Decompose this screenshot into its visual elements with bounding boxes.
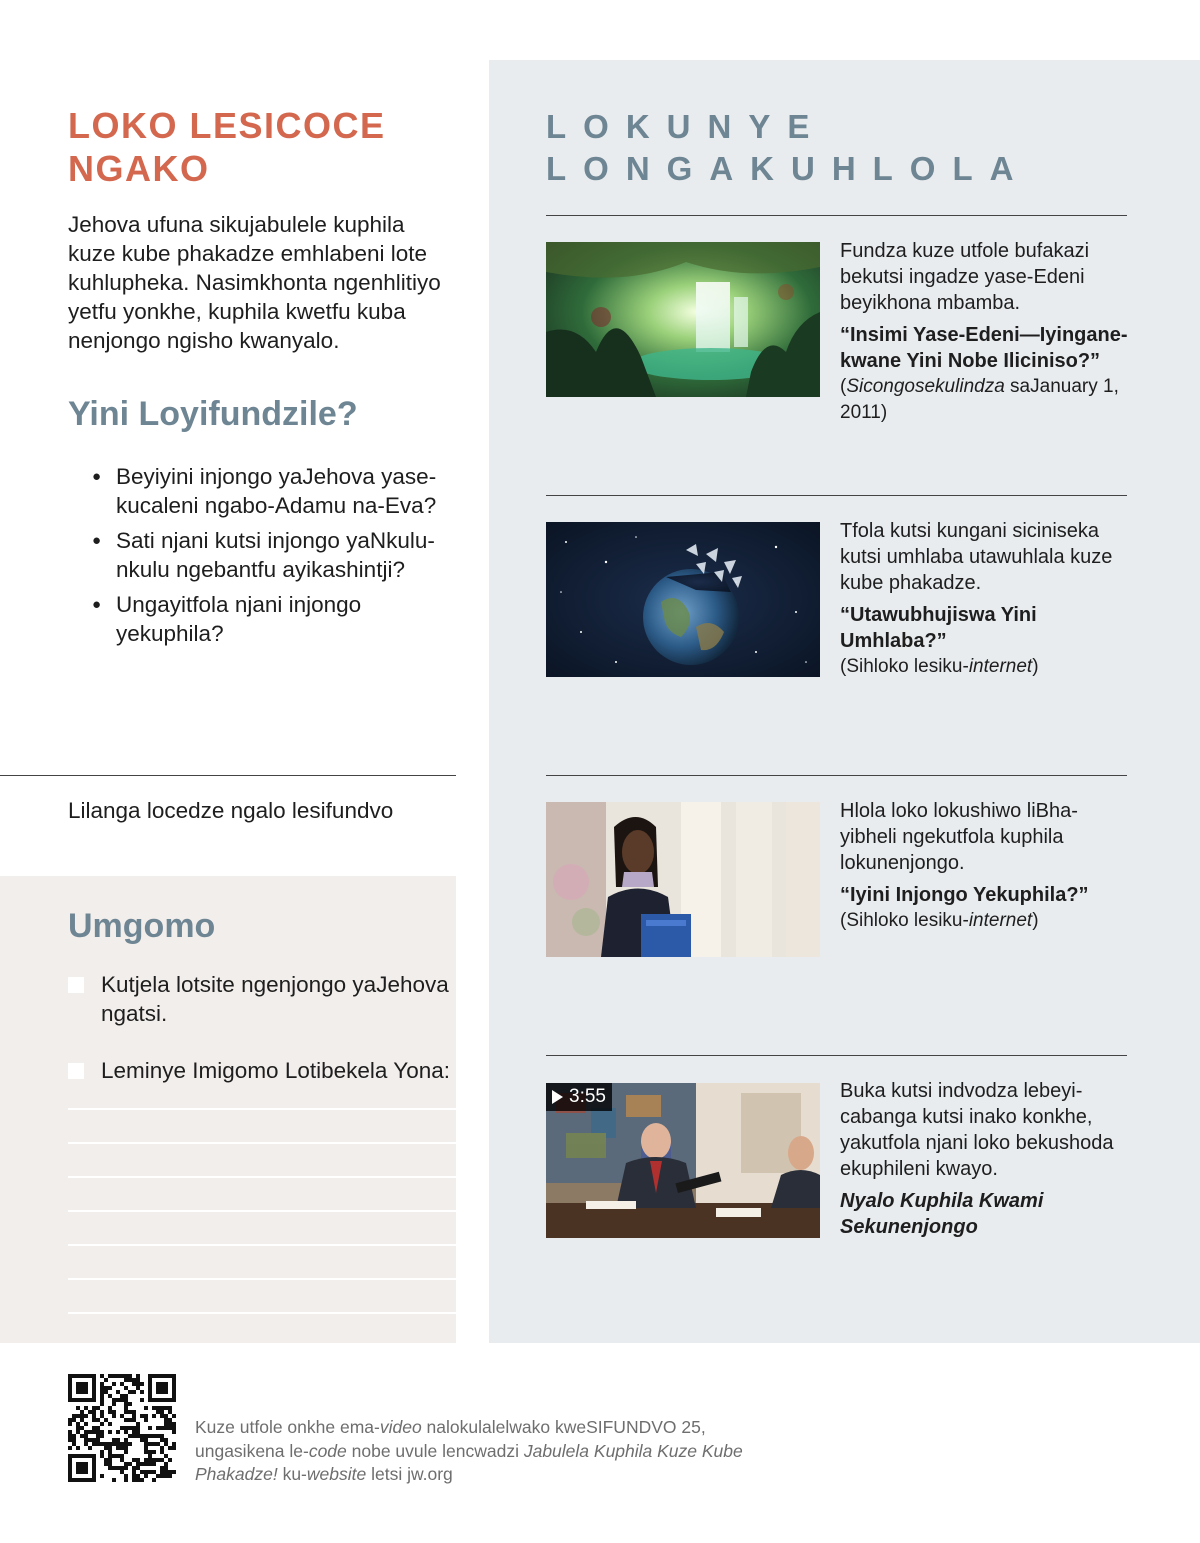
entry-source <box>840 908 1130 934</box>
source-text: saJanuary 1, 2011) <box>840 376 1119 423</box>
footer-note <box>195 1416 755 1487</box>
earth-icon <box>546 522 820 677</box>
source-text: ( <box>840 376 847 397</box>
resource-entry <box>840 238 1130 426</box>
footer-text: Kuze utfole onkhe ema- <box>195 1417 380 1437</box>
writing-line[interactable] <box>68 1142 456 1144</box>
source-text: (Sihloko lesiku- <box>840 656 969 677</box>
source-text: ) <box>1032 656 1039 677</box>
review-question: ● Sati njani kutsi injongo yaNkulu-nkulu ngebantfu ayikashintji? <box>92 526 452 584</box>
entry-description: Tfola kutsi kungani siciniseka kutsi umhlaba utawuhlala kuze kube phakadze. <box>840 520 1113 594</box>
source-italic: Sicongosekulindza <box>846 376 1005 397</box>
source-italic: internet <box>968 910 1033 931</box>
entry-source <box>840 374 1130 426</box>
summary-paragraph: Jehova ufuna sikujabulele kuphila kuze kube phakadze emhlabeni lote kuhlupheka. Nasimkhonta ngenhlitiyo yetfu yonkhe, kuphila kwetfu kuba nenjongo ngisho kwanyalo. <box>68 212 441 353</box>
goal-item-label: Leminye Imigomo Lotibekela Yona: <box>101 1058 450 1083</box>
divider <box>546 775 1127 776</box>
qr-code[interactable] <box>68 1374 176 1482</box>
video-duration-badge[interactable] <box>546 1083 612 1111</box>
goal-item <box>68 970 453 1028</box>
divider <box>546 1055 1127 1056</box>
writing-line[interactable] <box>68 1108 456 1110</box>
goal-item-label: Kutjela lotsite ngenjongo yaJehova ngatsi. <box>101 972 449 1026</box>
footer-text: nalokulalelwako kweSIFUNDVO 25, ungasikena le- <box>195 1417 706 1461</box>
goal-checkbox[interactable] <box>68 1063 84 1079</box>
resource-entry <box>840 518 1130 680</box>
divider <box>546 215 1127 216</box>
qr-code-icon <box>68 1374 176 1482</box>
play-icon <box>552 1090 563 1104</box>
entry-title[interactable]: “Insimi Yase-Edeni—Iyingane-kwane Yini Nobe Iliciniso?” <box>840 324 1128 372</box>
resource-entry <box>840 798 1130 934</box>
source-text: (Sihloko lesiku- <box>840 910 969 931</box>
footer-italic: code <box>308 1440 347 1461</box>
writing-line[interactable] <box>68 1244 456 1246</box>
divider <box>546 495 1127 496</box>
footer-text: nobe uvule lencwadzi <box>346 1440 524 1461</box>
footer-link[interactable]: letsi jw.org <box>366 1464 453 1484</box>
goal-item <box>68 1056 453 1085</box>
source-italic: internet <box>968 656 1033 677</box>
entry-description: Buka kutsi indvodza lebeyi-cabanga kutsi inako konkhe, yakutfola njani loko bekushoda ekuphileni kwayo. <box>840 1080 1114 1180</box>
shattered-earth-image[interactable] <box>546 522 820 677</box>
writing-line[interactable] <box>68 1312 456 1314</box>
resource-entry <box>840 1078 1130 1240</box>
video-duration: 3:55 <box>569 1086 606 1107</box>
goal-heading: Umgomo <box>68 907 216 945</box>
footer-text: ku- <box>277 1464 307 1484</box>
writing-line[interactable] <box>68 1278 456 1280</box>
review-question: ● Ungayitfola njani injongo yekuphila? <box>92 590 452 648</box>
summary-heading: LOKO LESICOCE NGAKO <box>68 105 386 189</box>
footer-italic: website <box>306 1464 367 1484</box>
entry-title[interactable]: “Iyini Injongo Yekuphila?” <box>840 884 1089 906</box>
entry-source <box>840 654 1130 680</box>
completion-date-label: Lilanga locedze ngalo lesifundvo <box>68 798 394 823</box>
entry-title[interactable]: “Utawubhujiswa Yini Umhlaba?” <box>840 604 1037 652</box>
review-question: ● Beyiyini injongo yaJehova yase-kucaleni ngabo-Adamu na-Eva? <box>92 462 452 520</box>
entry-title[interactable]: Nyalo Kuphila Kwami Sekunenjongo <box>840 1190 1044 1238</box>
goal-checkbox[interactable] <box>68 977 84 993</box>
writing-line[interactable] <box>68 1176 456 1178</box>
source-text: ) <box>1032 910 1039 931</box>
more-heading: LOKUNYE LONGAKUHLOLA <box>546 108 1031 187</box>
writing-line[interactable] <box>68 1210 456 1212</box>
review-heading: Yini Loyifundzile? <box>68 395 358 433</box>
woman-icon <box>546 802 820 957</box>
entry-description: Hlola loko lokushiwo liBha-yibheli ngekutfola kuphila lokunenjongo. <box>840 800 1078 874</box>
eden-waterfall-image[interactable] <box>546 242 820 397</box>
review-list <box>92 462 452 654</box>
footer-book-title: Jabulela Kuphila Kuze Kube Phakadze! <box>195 1440 743 1484</box>
entry-description: Fundza kuze utfole bufakazi bekutsi ingadze yase-Edeni beyikhona mbamba. <box>840 240 1090 314</box>
eden-waterfall-icon <box>546 242 820 397</box>
woman-with-books-image[interactable] <box>546 802 820 957</box>
footer-italic: video <box>379 1417 422 1437</box>
divider <box>0 775 456 776</box>
